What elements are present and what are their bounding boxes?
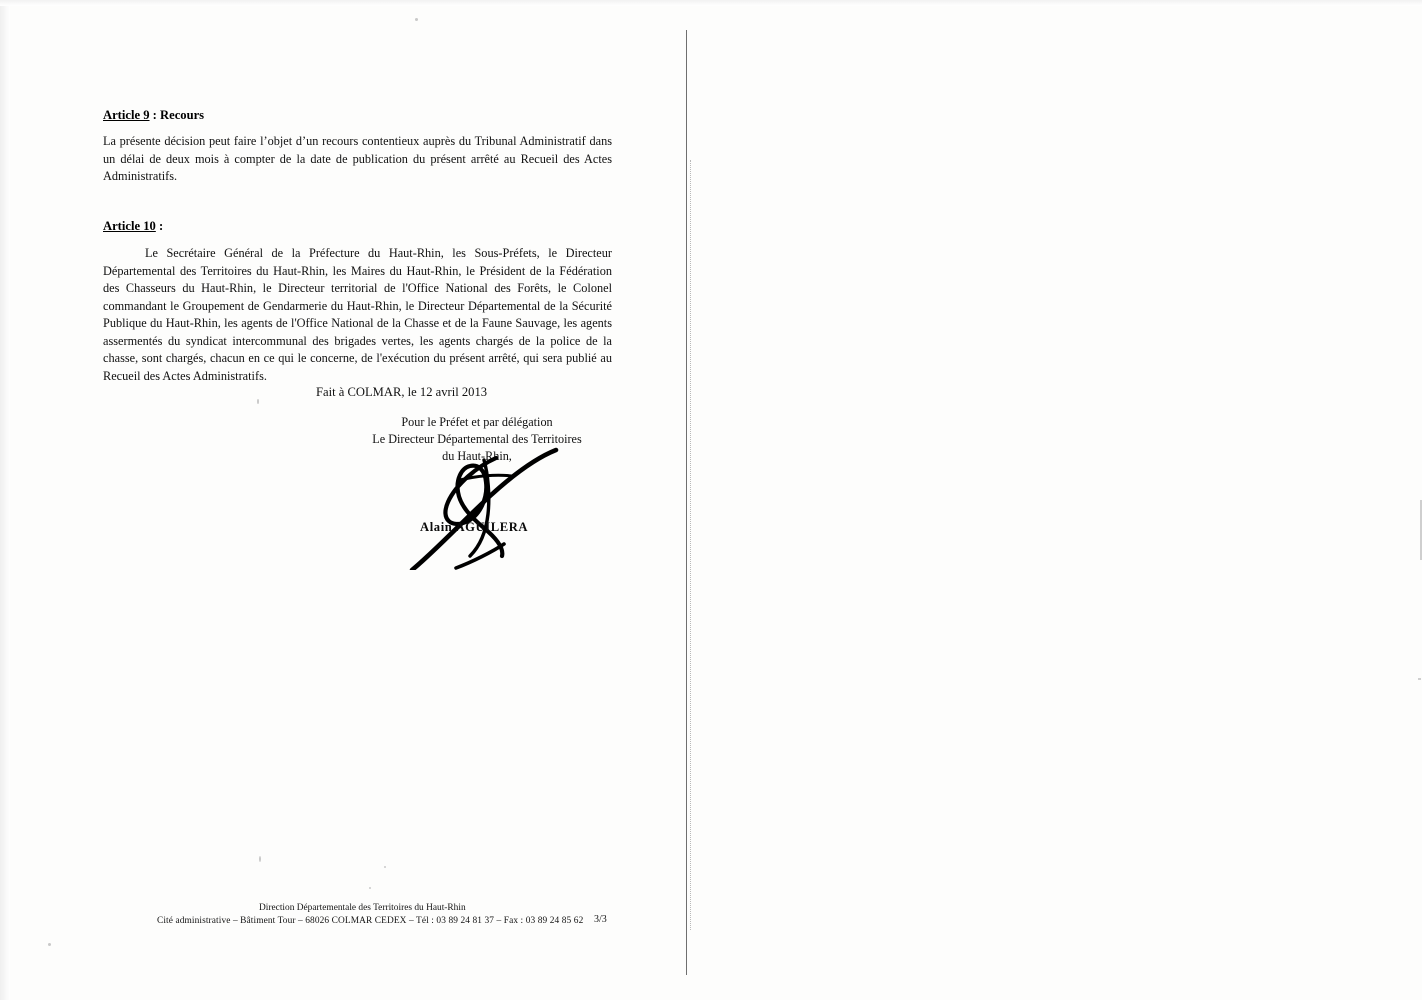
signature-line-1: Pour le Préfet et par délégation (401, 415, 553, 429)
scan-speck (257, 399, 259, 404)
article-10-heading (103, 219, 163, 234)
page-number: 3/3 (594, 914, 607, 925)
scan-speck (415, 18, 418, 21)
footer-address: Cité administrative – Bâtiment Tour – 68026 COLMAR CEDEX – Tél : 03 89 24 81 37 – Fax : 03 89 24 85 62 (157, 916, 584, 926)
scan-seam-dotted (690, 160, 692, 930)
place-and-date: Fait à COLMAR, le 12 avril 2013 (316, 385, 488, 399)
article-9-heading (103, 108, 204, 123)
signature-line-2: Le Directeur Départemental des Territoires (372, 432, 582, 446)
article-10-heading-suffix: : (155, 219, 164, 233)
article-9-body: La présente décision peut faire l’objet d’un recours contentieux auprès du Tribunal Administratif dans un délai de deux mois à compter de la date de publication du présent arrêté au Recueil des Actes Administratifs. (103, 134, 612, 183)
signer-name: Alain AGUILERA (420, 520, 529, 534)
signature-delegation-block (357, 414, 597, 465)
scan-seam-line (686, 30, 687, 975)
scan-speck (369, 887, 371, 889)
scan-speck (259, 856, 261, 862)
article-10-heading-label: Article 10 (103, 219, 156, 233)
scan-speck (384, 866, 386, 868)
scan-edge-tick (1418, 678, 1421, 680)
scan-speck (48, 943, 51, 946)
footer-organisation: Direction Départementale des Territoires du Haut-Rhin (259, 903, 466, 913)
scan-edge-shadow-top (0, 0, 1422, 6)
article-9-heading-suffix: : Recours (149, 108, 205, 122)
article-9-heading-label: Article 9 (103, 108, 150, 122)
scan-edge-shadow-left (0, 0, 10, 1000)
article-10-body: Le Secrétaire Général de la Préfecture du Haut-Rhin, les Sous-Préfets, le Directeur Départemental des Territoires du Haut-Rhin, les Maires du Haut-Rhin, le Président de la Fédération des Chasseurs du Haut-Rhin, le Directeur territorial de l'Office National des Forêts, le Colonel commandant le Groupement de Gendarmerie du Haut-Rhin, le Directeur Départemental de la Sécurité Publique du Haut-Rhin, les agents de l'Office National de la Chasse et de la Faune Sauvage, les agents assermentés du syndicat intercommunal des brigades vertes, les agents chargés de la police de la chasse, sont chargés, chacun en ce qui le concerne, de l'exécution du présent arrêté, qui sera publié au Recueil des Actes Administratifs. (103, 246, 612, 383)
signature-line-3: du Haut-Rhin, (442, 449, 512, 463)
